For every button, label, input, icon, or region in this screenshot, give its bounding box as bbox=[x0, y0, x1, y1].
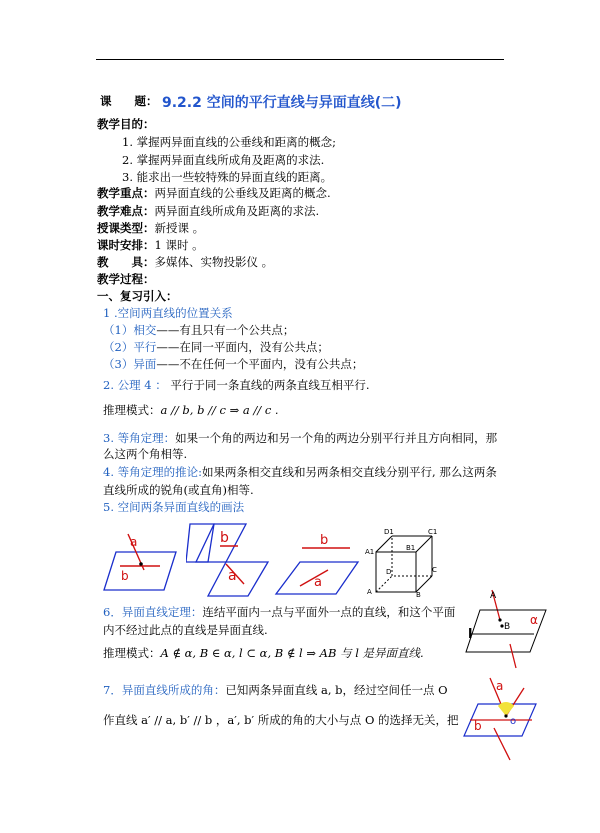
line-a-label: a bbox=[496, 679, 504, 693]
lesson-type: 授课类型：新授课 。 bbox=[97, 221, 205, 235]
line-b-label: b bbox=[474, 719, 482, 733]
skew-lines-figure-2 bbox=[186, 518, 270, 598]
corollary: 4. 等角定理的推论:如果两条相交直线和另两条相交直线分别平行, 那么这两条 bbox=[103, 465, 497, 479]
process-label: 教学过程： bbox=[97, 272, 155, 286]
equal-angle-theorem: 3. 等角定理：如果一个角的两边和另一个角的两边分别平行并且方向相同，那 bbox=[103, 431, 498, 445]
line-a-label: a bbox=[314, 575, 322, 590]
skew-line-theorem-cont: 内不经过此点的直线是异面直线. bbox=[103, 623, 268, 637]
key-point: 教学重点：两异面直线的公垂线及距离的概念. bbox=[97, 186, 331, 200]
skew-angle-definition: 7．异面直线所成的角：已知两条异面直线 a, b，经过空间任一点 O bbox=[103, 683, 448, 697]
page-title: 9.2.2 空间的平行直线与异面直线(二) bbox=[162, 95, 402, 111]
line-a-label: a bbox=[228, 568, 237, 584]
relation-intersect: （1）相交——有且只有一个公共点； bbox=[103, 323, 295, 337]
objective-item: 3. 能求出一些较特殊的异面直线的距离。 bbox=[122, 170, 333, 184]
line-l-label: l bbox=[468, 627, 473, 642]
inference-1: 推理模式：a // b, b // c ⇒ a // c . bbox=[103, 403, 279, 417]
line-b-label: b bbox=[220, 530, 229, 546]
header-rule bbox=[96, 59, 504, 60]
section-title: 一、复习引入： bbox=[97, 289, 178, 303]
point-b-label: B bbox=[504, 622, 511, 632]
objective-item: 2. 掌握两异面直线所成角及距离的求法. bbox=[122, 153, 325, 167]
relation-skew: （3）异面——不在任何一个平面内，没有公共点； bbox=[103, 357, 364, 371]
objectives-label: 教学目的： bbox=[97, 117, 155, 131]
skew-lines-figure-3 bbox=[274, 528, 360, 596]
vertex-label: B bbox=[416, 591, 421, 598]
equal-angle-theorem-cont: 么这两个角相等. bbox=[103, 447, 188, 461]
inference-2: 推理模式：A ∉ α, B ∈ α, l ⊂ α, B ∉ l ⇒ AB 与 l 是异面直线. bbox=[103, 646, 424, 660]
point-a-label: A bbox=[490, 591, 497, 601]
relation-parallel: （2）平行——在同一平面内，没有公共点； bbox=[103, 340, 329, 354]
vertex-label: D1 bbox=[384, 528, 394, 536]
difficulty: 教学难点：两异面直线所成角及距离的求法. bbox=[97, 204, 320, 218]
skew-line-theorem-figure bbox=[464, 588, 548, 670]
skew-angle-figure bbox=[462, 676, 538, 762]
vertex-label: D bbox=[386, 568, 392, 576]
axiom-4: 2. 公理 4 ： 平行于同一条直线的两条直线互相平行. bbox=[103, 378, 370, 392]
cube-figure bbox=[362, 524, 438, 598]
vertex-label: C1 bbox=[428, 528, 438, 536]
plane-alpha-label: α bbox=[530, 613, 538, 627]
skew-angle-definition-cont: 作直线 a′ // a, b′ // b ，a′, b′ 所成的角的大小与点 O 的选择无关，把 bbox=[103, 713, 459, 727]
corollary-cont: 直线所成的锐角(或直角)相等. bbox=[103, 483, 254, 497]
review-item-5-title: 5. 空间两条异面直线的画法 bbox=[103, 500, 245, 514]
vertex-label: C bbox=[432, 566, 437, 574]
vertex-label: B1 bbox=[406, 544, 416, 552]
line-b-label: b bbox=[121, 569, 129, 583]
line-b-label: b bbox=[320, 533, 329, 548]
vertex-label: A bbox=[367, 588, 372, 596]
schedule: 课时安排：1 课时 。 bbox=[97, 238, 204, 252]
lesson-label: 课 题： bbox=[100, 94, 158, 108]
skew-lines-figure-1 bbox=[100, 520, 180, 596]
vertex-label: A1 bbox=[365, 548, 375, 556]
objective-item: 1. 掌握两异面直线的公垂线和距离的概念; bbox=[122, 135, 337, 149]
line-a-label: a bbox=[130, 535, 138, 549]
review-item-1-title: 1 .空间两直线的位置关系 bbox=[103, 306, 233, 320]
point-o-label: o bbox=[510, 716, 517, 727]
tools: 教 具：多媒体、实物投影仪 。 bbox=[97, 255, 274, 269]
skew-line-theorem: 6．异面直线定理：连结平面内一点与平面外一点的直线，和这个平面 bbox=[103, 605, 456, 619]
